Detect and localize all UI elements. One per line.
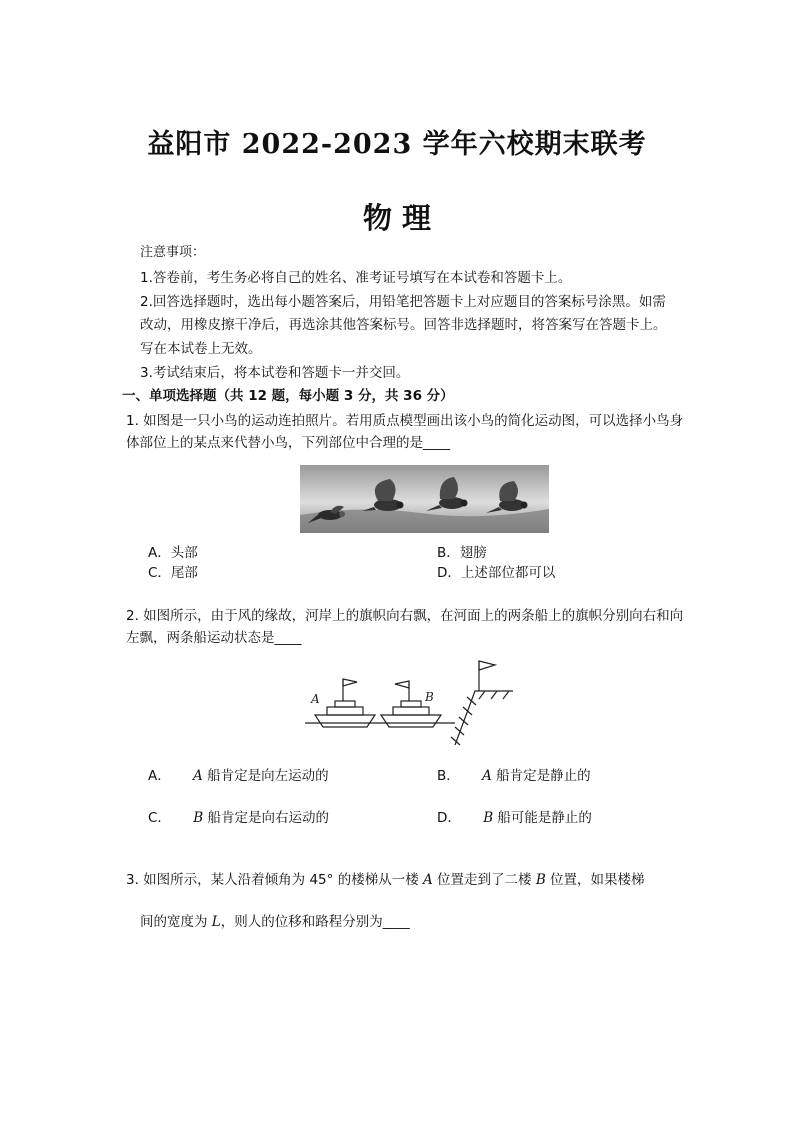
q3-line2-part-1: 间的宽度为 <box>140 914 212 930</box>
boat-b-label: B <box>425 690 434 704</box>
q3-var-l: L <box>211 914 221 930</box>
q2-option-c <box>148 808 329 828</box>
exam-title: 益阳市 2022-2023 学年六校期末联考 <box>147 129 647 160</box>
q2-option-d-letter: D． <box>437 810 461 826</box>
notice-item-2c: 写在本试卷上无效。 <box>140 341 262 357</box>
q1-option-c: C．尾部 <box>148 565 198 581</box>
q3-var-b: B <box>535 872 546 888</box>
q2-option-a-text: 船肯定是向左运动的 <box>207 768 329 784</box>
q2-option-a <box>148 766 329 786</box>
notice-item-2b: 改动，用橡皮擦干净后，再选涂其他答案标号。回答非选择题时，将答案写在答题卡上。 <box>140 317 667 333</box>
q2-option-a-letter: A． <box>148 768 171 784</box>
q2-option-d-text: 船可能是静止的 <box>497 810 592 826</box>
notice-heading: 注意事项： <box>140 245 206 260</box>
q2-option-d <box>437 808 592 828</box>
q2-option-d-var: B <box>483 810 494 826</box>
q1-option-d: D．上述部位都可以 <box>437 565 556 581</box>
q2-option-b-text: 船肯定是静止的 <box>496 768 591 784</box>
question-3-line-2 <box>140 912 410 932</box>
q2-option-c-var: B <box>193 810 204 826</box>
q3-part-4: 位置，如果楼梯 <box>545 872 645 888</box>
question-1-text: 1. 如图是一只小鸟的运动连拍照片。若用质点模型画出该小鸟的简化运动图，可以选择小鸟身体部位上的某点来代替小鸟，下列部位中合理的是____ <box>126 413 684 451</box>
notice-item-3: 3.考试结束后，将本试卷和答题卡一并交回。 <box>140 365 410 381</box>
q3-angle: 45° <box>309 872 334 888</box>
q2-option-b <box>437 766 591 786</box>
q3-line2-part-2: ，则人的位移和路程分别为____ <box>220 914 410 930</box>
q3-var-a: A <box>423 872 433 888</box>
boats-diagram <box>305 655 517 750</box>
q1-option-a: A．头部 <box>148 545 198 561</box>
q3-part-2: 的楼梯从一楼 <box>333 872 423 888</box>
bird-photo <box>300 465 549 533</box>
q2-option-b-letter: B． <box>437 768 460 784</box>
subject-title: 物 理 <box>362 201 432 235</box>
q2-option-b-var: A <box>482 768 492 784</box>
q2-option-c-letter: C． <box>148 810 171 826</box>
section-heading: 一、单项选择题（共 12 题，每小题 3 分，共 36 分） <box>122 388 454 404</box>
question-3-line-1 <box>126 870 645 890</box>
q3-part-1: 3. 如图所示，某人沿着倾角为 <box>126 872 310 888</box>
boat-a-label: A <box>311 692 320 706</box>
q3-part-3: 位置走到了二楼 <box>432 872 536 888</box>
notice-item-1: 1.答卷前，考生务必将自己的姓名、准考证号填写在本试卷和答题卡上。 <box>140 270 572 286</box>
question-2-text: 2. 如图所示，由于风的缘故，河岸上的旗帜向右飘，在河面上的两条船上的旗帜分别向右和向左飘，两条船运动状态是____ <box>126 608 684 646</box>
notice-item-2a: 2.回答选择题时，选出每小题答案后，用铅笔把答题卡上对应题目的答案标号涂黑。如需 <box>140 294 666 310</box>
q1-option-b: B．翅膀 <box>437 545 487 561</box>
q2-option-a-var: A <box>193 768 203 784</box>
q2-option-c-text: 船肯定是向右运动的 <box>207 810 329 826</box>
